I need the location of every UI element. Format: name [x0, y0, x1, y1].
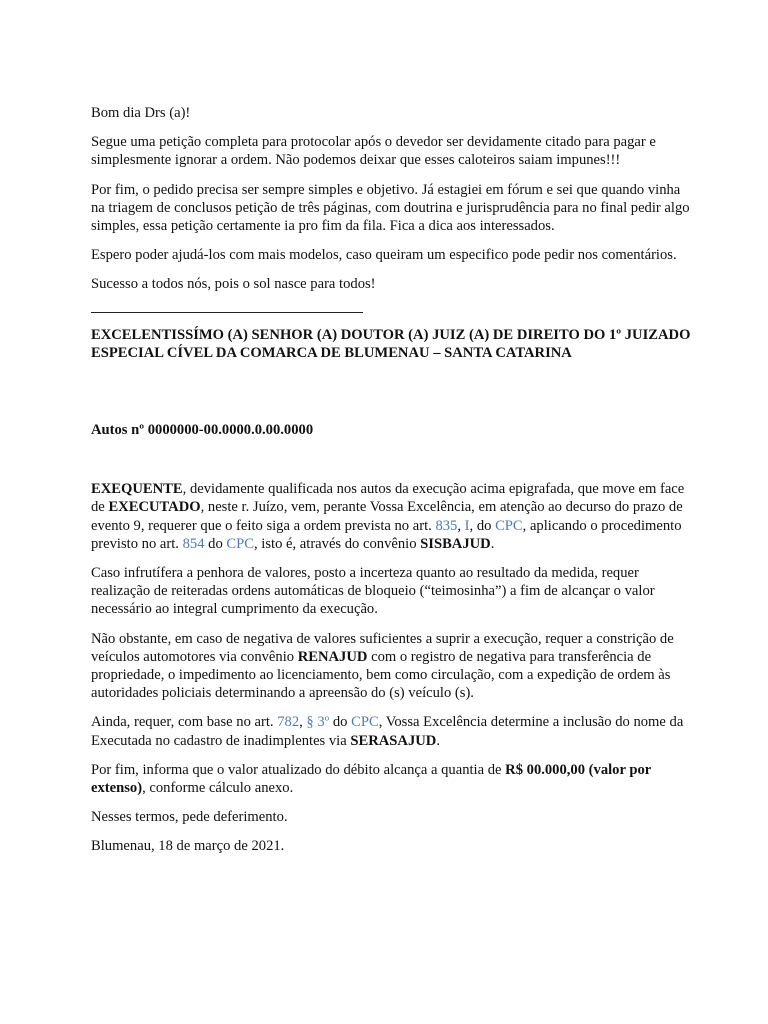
separator-text: , [457, 517, 465, 534]
petition-paragraph-5 [91, 761, 691, 797]
paragraph-text: do [329, 714, 352, 731]
art-854-link[interactable]: 854 [182, 535, 205, 552]
document-page [91, 104, 691, 856]
paragraph-text: Por fim, informa que o valor atualizado do débito alcança a quantia de [91, 761, 506, 778]
closing-text: Nesses termos, pede deferimento. [91, 809, 288, 826]
intro-paragraph-3: Espero poder ajudá-los com mais modelos, caso queiram um especifico pode pedir nos comentários. [91, 247, 677, 264]
case-number: Autos nº 0000000-00.0000.0.00.0000 [91, 422, 314, 439]
paragraph-text: , do [469, 517, 496, 534]
intro-paragraph-4: Sucesso a todos nós, pois o sol nasce para todos! [91, 276, 376, 293]
serasajud-label: SERASAJUD [350, 732, 437, 749]
paragraph-text: . [490, 535, 495, 552]
petition-paragraph-4 [91, 713, 691, 749]
executado-label: EXECUTADO [108, 499, 201, 516]
art-835-link[interactable]: 835 [435, 517, 458, 534]
exequente-label: EXEQUENTE [91, 481, 183, 498]
greeting: Bom dia Drs (a)! [91, 105, 191, 121]
cpc-link[interactable]: CPC [226, 535, 254, 552]
intro-paragraph-2: Por fim, o pedido precisa ser sempre simples e objetivo. Já estagiei em fórum e sei que quando vinha na triagem de conclusos petição de três páginas, com doutrina e jurisprudência para no final pedir algo simples, essa petição certamente ia pro fim da fila. Fica a dica aos interessados. [91, 181, 690, 235]
petition-paragraph-3 [91, 630, 691, 703]
paragraph-text: , aplicando o procedimento previsto no art. [91, 517, 682, 552]
petition-paragraph-2: Caso infrutífera a penhora de valores, posto a incerteza quanto ao resultado da medida, requer realização de reiteradas ordens automáticas de bloqueio (“teimosinha”) a fim de alcançar o valor necessário ao integral cumprimento da execução. [91, 565, 655, 618]
paragraph-text: do [204, 535, 227, 552]
paragraph-text: , neste r. Juízo, vem, perante Vossa Excelência, em atenção ao decurso do prazo de evento 9, requerer que o feito siga a ordem prevista no art. [91, 499, 683, 534]
paragraph-text: , devidamente qualificada nos autos da execução acima epigrafada, que move em face de [91, 481, 685, 516]
sisbajud-label: SISBAJUD [420, 535, 491, 552]
paragraph-text: Ainda, requer, com base no art. [91, 714, 278, 731]
debt-amount: R$ 00.000,00 (valor por extenso) [91, 761, 651, 797]
paragraph-text: Não obstante, em caso de negativa de valores suficientes a suprir a execução, requer a constrição de veículos automotores via convênio [91, 630, 674, 665]
paragraph-3-link[interactable]: § 3º [306, 714, 330, 731]
paragraph-text: , isto é, através do convênio [253, 535, 421, 552]
paragraph-text: , conforme cálculo anexo. [142, 780, 294, 797]
cpc-link[interactable]: CPC [495, 517, 523, 534]
art-782-link[interactable]: 782 [277, 714, 300, 731]
paragraph-text: com o registro de negativa para transferência de propriedade, o impedimento ao licenciamento, bem como circulação, com a expedição de ordem às autoridades policiais determinando a apreensão do (s) veículo (s). [91, 648, 671, 702]
separator-line [91, 312, 363, 313]
separator-text: , [299, 714, 307, 731]
paragraph-text: , Vossa Excelência determine a inclusão do nome da Executada no cadastro de inadimplentes via [91, 714, 684, 749]
intro-paragraph-1: Segue uma petição completa para protocolar após o devedor ser devidamente citado para pagar e simplesmente ignorar a ordem. Não podemos deixar que esses caloteiros saiam impunes!!! [91, 134, 656, 169]
petition-paragraph-1 [91, 480, 691, 553]
cpc-link[interactable]: CPC [351, 714, 379, 731]
paragraph-text: . [436, 732, 440, 749]
date-line: Blumenau, 18 de março de 2021. [91, 838, 285, 855]
petition-heading: EXCELENTISSÍMO (A) SENHOR (A) DOUTOR (A) JUIZ (A) DE DIREITO DO 1º JUIZADO ESPECIAL CÍVEL DA COMARCA DE BLUMENAU – SANTA CATARINA [91, 326, 691, 361]
renajud-label: RENAJUD [297, 648, 368, 665]
inciso-i-link[interactable]: I [464, 517, 470, 534]
